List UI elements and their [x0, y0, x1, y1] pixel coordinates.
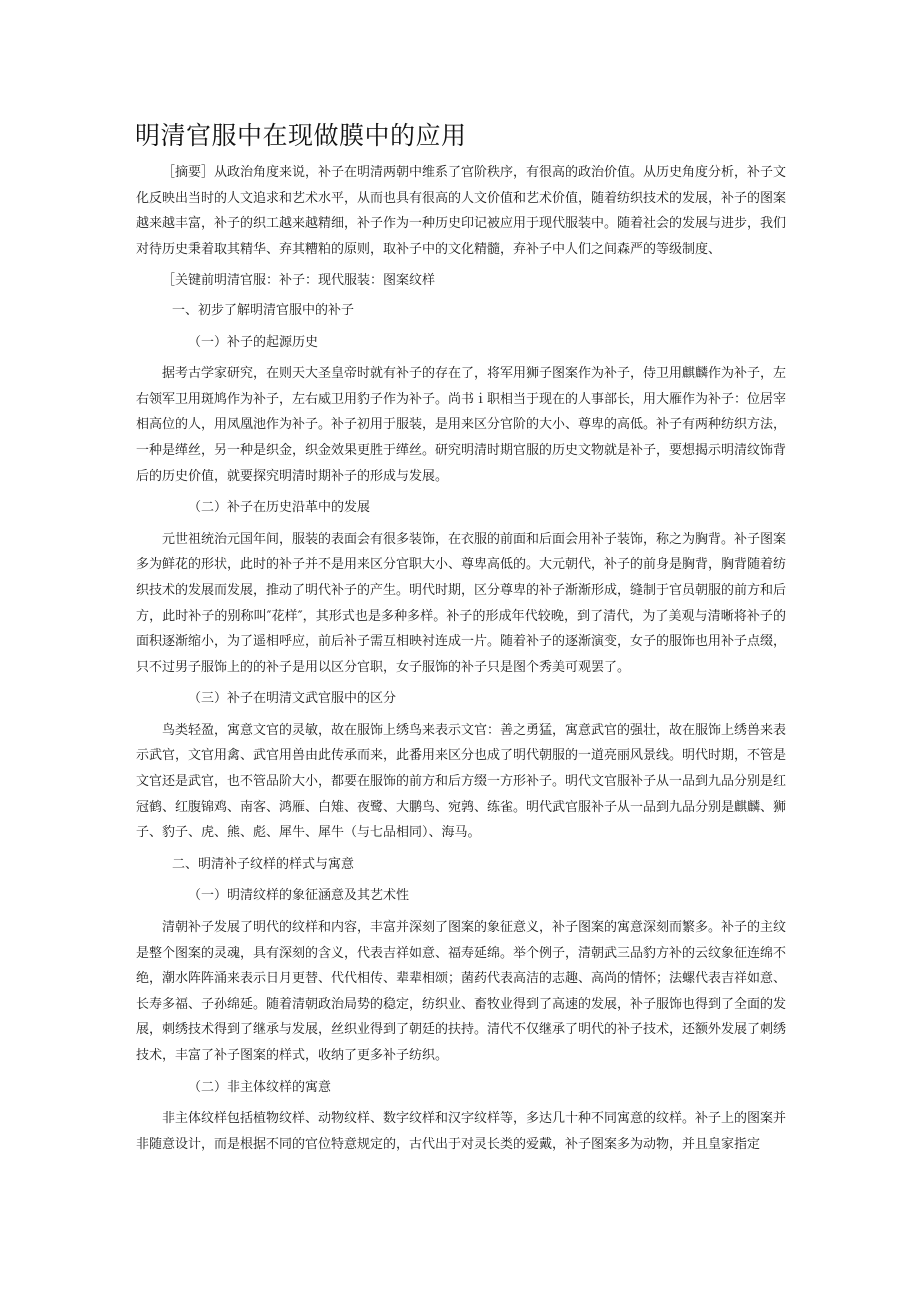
- section-heading-1: 一、初步了解明清官服中的补子: [172, 302, 355, 318]
- abstract-paragraph: ［摘要］从政治角度来说，补子在明清两朝中维系了官阶秩序，有很高的政治价值。从历史角度分析，补子文化反映出当时的人文追求和艺术水平，从而也具有很高的人文价值和艺术价值，随着纺织技术的发展，补子的图案越来越丰富，补子的织工越来越精细，补子作为一种历史印记被应用于现代服装中。随着社会的发展与进步，我们对待历史秉着取其精华、弃其糟粕的原则，取补子中的文化精髓，弃补子中人们之间森严的等级制度、: [136, 165, 787, 257]
- body-paragraph: 清朝补子发展了明代的纹样和内容，丰富并深刻了图案的象征意义，补子图案的寓意深刻而繁多。补子的主纹是整个图案的灵魂，具有深刻的含义，代表吉祥如意、福寿延绵。举个例子，清朝武三品豹方补的云纹象征连绵不绝，潮水阵阵涌来表示日月更替、代代相传、辈辈相颂；菌药代表高洁的志趣、高尚的情怀；法螺代表吉祥如意、长寿多福、子孙绵延。随着清朝政治局势的稳定，纺织业、畜牧业得到了高速的发展，补子服饰也得到了全面的发展，刺绣技术得到了继承与发展，丝织业得到了朝廷的扶持。清代不仅继承了明代的补子技术，还额外发展了刺绣技术，丰富了补子图案的样式，收纳了更多补子纺织。: [136, 920, 787, 1063]
- document-title: 明清官服中在现做膜中的应用: [135, 121, 467, 150]
- subsection-heading-1-3: （三）补子在明清文武官服中的区分: [188, 691, 397, 707]
- body-paragraph: 非主体纹样包括植物纹样、动物纹样、数字纹样和汉字纹样等，多达几十种不同寓意的纹样。补子上的图案并非随意设计，而是根据不同的官位特意规定的，古代出于对灵长类的爱戴，补子图案多为动物，并且皇家指定: [136, 1111, 787, 1152]
- document-body: [136, 160, 786, 1163]
- body-paragraph: 鸟类轻盈，寓意文官的灵敏，故在服饰上绣鸟来表示文官：善之勇猛，寓意武官的强壮，故在服饰上绣兽来表示武官，文官用禽、武官用兽由此传承而来，此番用来区分也成了明代朝服的一道亮丽风景线。明代时期，不管是文官还是武官，也不管品阶大小，都要在服饰的前方和后方缀一方形补子。明代文官服补子从一品到九品分别是红冠鹤、红腹锦鸡、南客、鸿雁、白雉、夜鹭、大鹏鸟、宛鹑、练雀。明代武官服补子从一品到九品分别是麒麟、狮子、豹子、虎、熊、彪、犀牛、犀牛（与七品相同）、海马。: [136, 722, 787, 841]
- keywords-paragraph: ［关键前明清官服：补子：现代服装：图案纹样: [162, 273, 436, 289]
- body-paragraph: 据考古学家研究，在则天大圣皇帝时就有补子的存在了，将军用狮子图案作为补子，侍卫用麒麟作为补子，左右领军卫用斑鸠作为补子，左右威卫用豹子作为补子。尚书ｉ职相当于现在的人事部长，用大雁作为补子：位居宰相高位的人，用凤凰池作为补子。补子初用于服装，是用来区分官阶的大小、尊卑的高低。补子有两种纺织方法，一种是缂丝，另一种是织金，织金效果更胜于缂丝。研究明清时期官服的历史文物就是补子，要想揭示明清纹饰背后的历史价值，就要探究明清时期补子的形成与发展。: [136, 366, 787, 484]
- subsection-heading-2-1: （一）明清纹样的象征涵意及其艺术性: [188, 888, 410, 904]
- subsection-heading-1-1: （一）补子的起源历史: [188, 334, 319, 350]
- subsection-heading-2-2: （二）非主体纹样的寓意: [188, 1079, 332, 1095]
- section-heading-2: 二、明清补子纹样的样式与寓意: [172, 856, 355, 872]
- subsection-heading-1-2: （二）补子在历史沿革中的发展: [188, 500, 371, 516]
- body-paragraph: 元世祖统治元国年间，服装的表面会有很多装饰，在衣服的前面和后面会用补子装饰，称之为胸背。补子图案多为鲜花的形状，此时的补子并不是用来区分官职大小、尊卑高低的。大元朝代，补子的前身是胸背，胸背随着纺织技术的发展而发展，推动了明代补子的产生。明代时期，区分尊卑的补子渐渐形成，缝制于官员朝服的前方和后方，此时补子的别称叫″花样″，其形式也是多种多样。补子的形成年代较晚，到了清代，为了美观与清晰将补子的面积逐渐缩小，为了遥相呼应，前后补子需互相映衬连成一片。随着补子的逐渐演变，女子的服饰也用补子点缀，只不过男子服饰上的的补子是用以区分官职，女子服饰的补子只是图个秀美可观罢了。: [136, 531, 787, 675]
